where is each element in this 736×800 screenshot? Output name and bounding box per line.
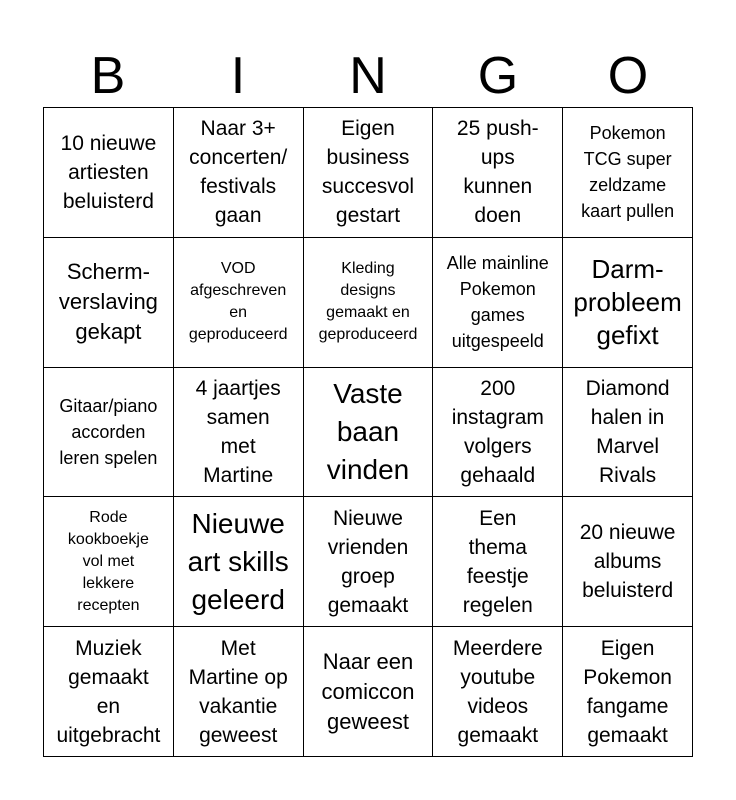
header-letter-o: O	[607, 47, 649, 105]
bingo-cell[interactable]: Nieuwe vrienden groep gemaakt	[304, 497, 434, 627]
bingo-cell[interactable]: Naar 3+ concerten/ festivals gaan	[174, 108, 304, 238]
bingo-cell[interactable]: Pokemon TCG super zeldzame kaart pullen	[563, 108, 693, 238]
bingo-cell[interactable]: Met Martine op vakantie geweest	[174, 627, 304, 757]
bingo-cell[interactable]: Muziek gemaakt en uitgebracht	[44, 627, 174, 757]
bingo-cell[interactable]: 4 jaartjes samen met Martine	[174, 368, 304, 498]
bingo-cell[interactable]: Een thema feestje regelen	[433, 497, 563, 627]
bingo-cell[interactable]: Nieuwe art skills geleerd	[174, 497, 304, 627]
bingo-cell[interactable]: 25 push- ups kunnen doen	[433, 108, 563, 238]
bingo-cell[interactable]: Darm- probleem gefixt	[563, 238, 693, 368]
bingo-cell[interactable]: 10 nieuwe artiesten beluisterd	[44, 108, 174, 238]
bingo-cell[interactable]: Kleding designs gemaakt en geproduceerd	[304, 238, 434, 368]
header-letter-i: I	[230, 47, 246, 105]
bingo-header	[43, 46, 693, 106]
bingo-cell[interactable]: Eigen Pokemon fangame gemaakt	[563, 627, 693, 757]
bingo-cell[interactable]: Naar een comiccon geweest	[304, 627, 434, 757]
bingo-cell[interactable]: Eigen business succesvol gestart	[304, 108, 434, 238]
bingo-cell[interactable]: Scherm- verslaving gekapt	[44, 238, 174, 368]
bingo-cell[interactable]: Gitaar/piano accorden leren spelen	[44, 368, 174, 498]
header-letter-g: G	[477, 47, 519, 105]
header-letter-b: B	[90, 47, 126, 105]
bingo-cell[interactable]: VOD afgeschreven en geproduceerd	[174, 238, 304, 368]
bingo-cell[interactable]: Diamond halen in Marvel Rivals	[563, 368, 693, 498]
bingo-cell[interactable]: Meerdere youtube videos gemaakt	[433, 627, 563, 757]
bingo-cell[interactable]: Alle mainline Pokemon games uitgespeeld	[433, 238, 563, 368]
bingo-grid	[43, 107, 693, 757]
bingo-cell-center[interactable]: Vaste baan vinden	[304, 368, 434, 498]
bingo-cell[interactable]: 20 nieuwe albums beluisterd	[563, 497, 693, 627]
bingo-cell[interactable]: 200 instagram volgers gehaald	[433, 368, 563, 498]
bingo-cell[interactable]: Rode kookboekje vol met lekkere recepten	[44, 497, 174, 627]
header-letter-n: N	[349, 47, 387, 105]
